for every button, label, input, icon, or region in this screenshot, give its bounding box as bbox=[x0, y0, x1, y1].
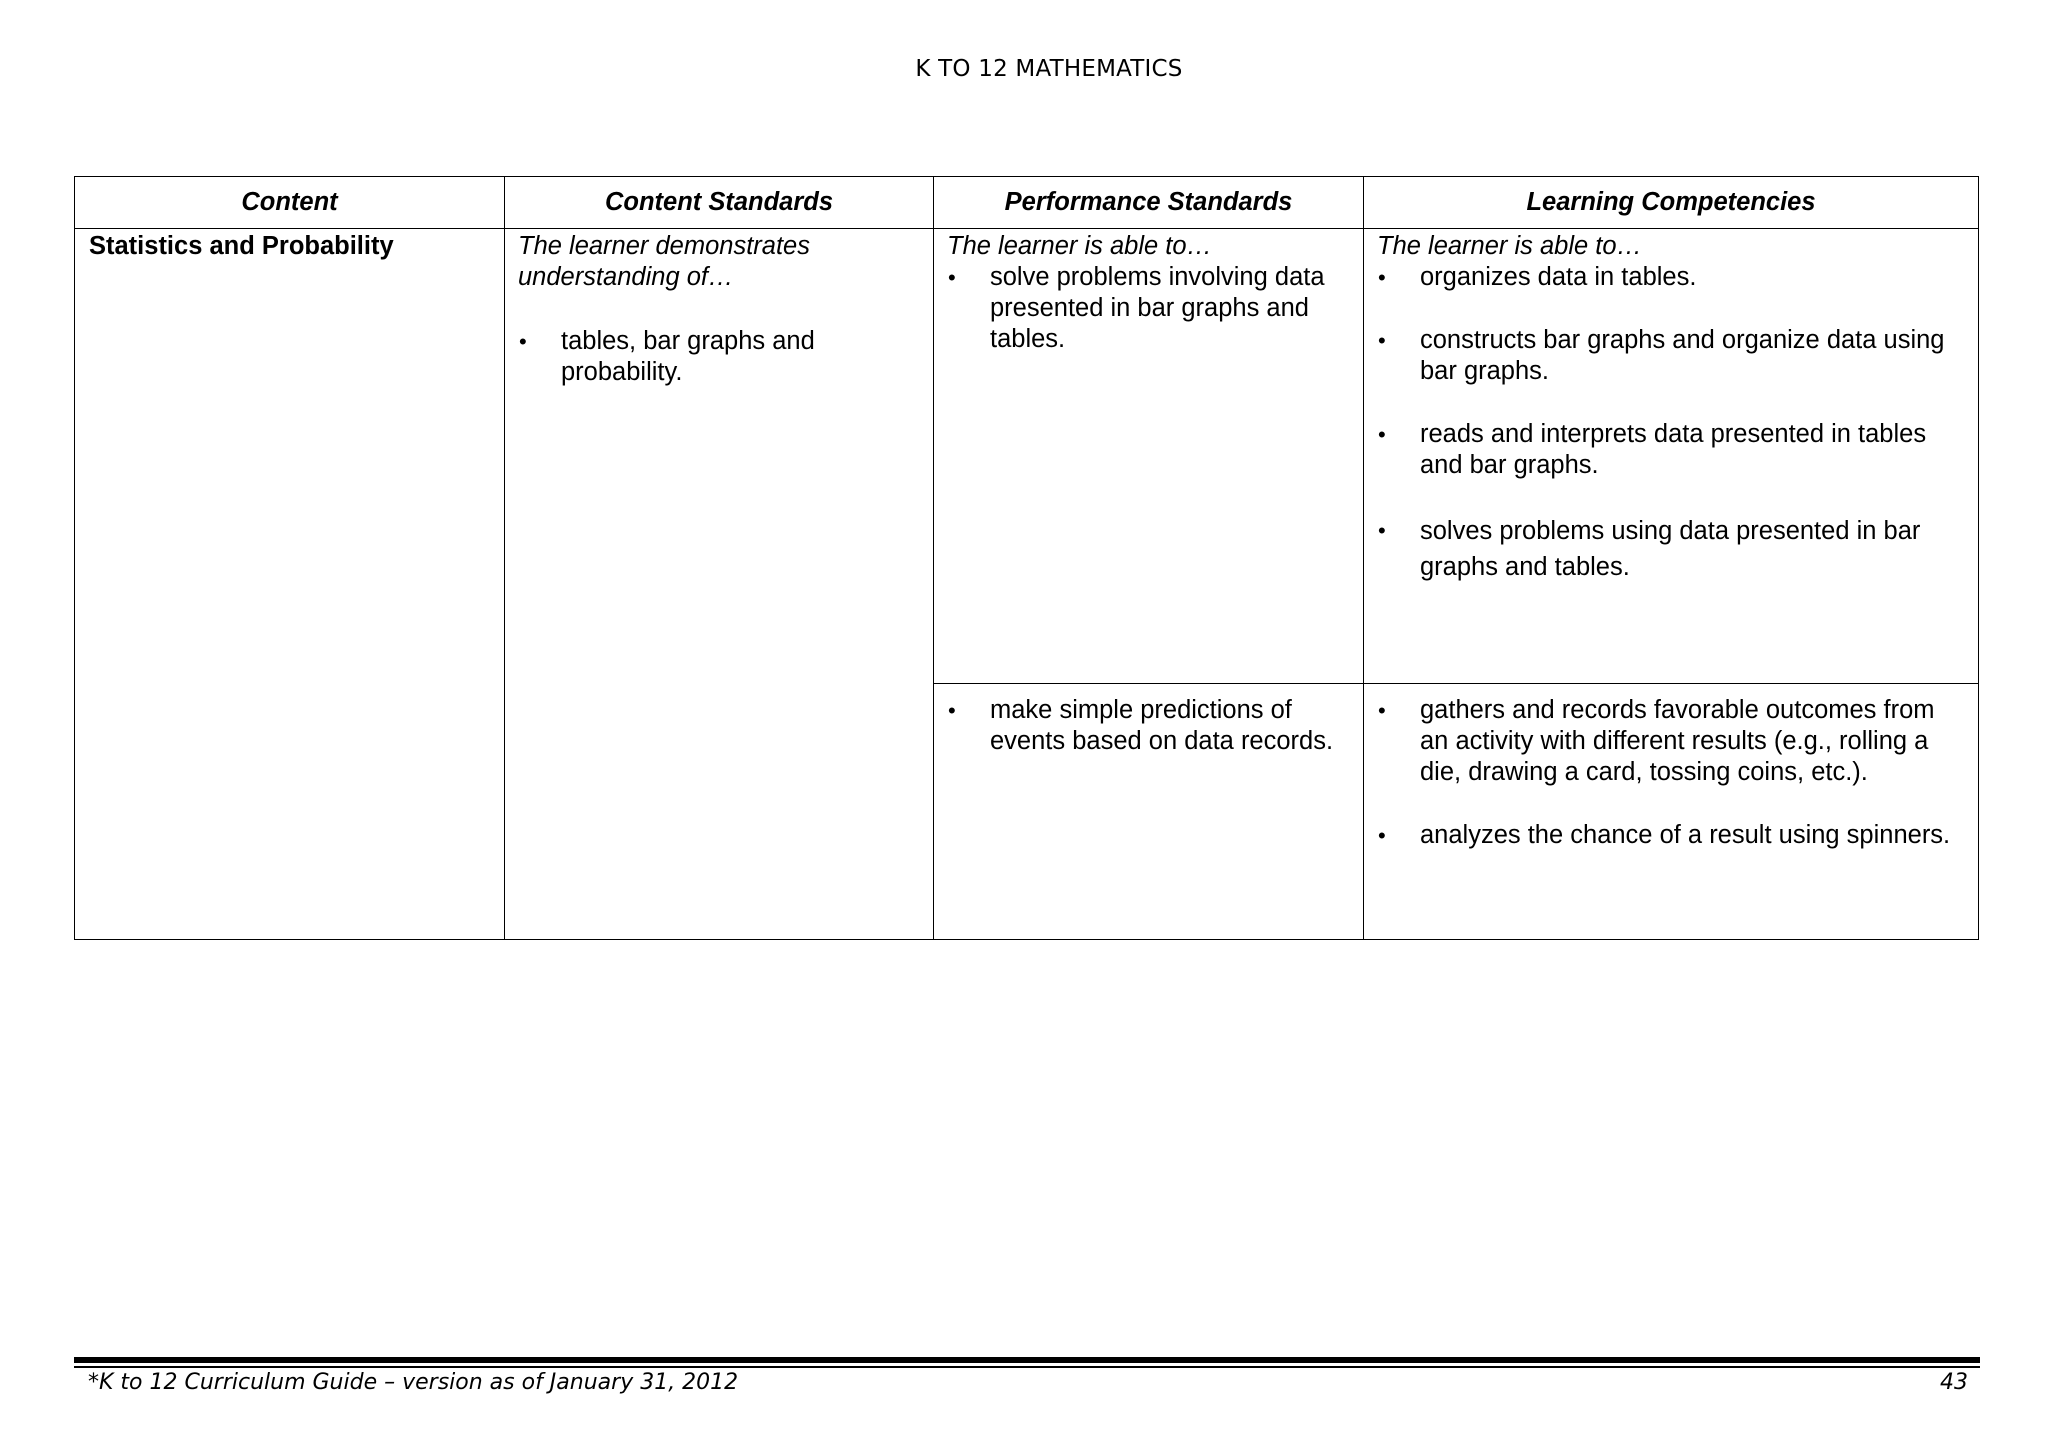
table-row bbox=[75, 229, 1979, 684]
content-cell: Statistics and Probability bbox=[75, 229, 505, 940]
bullet-icon: • bbox=[519, 329, 527, 354]
performance-standards-list bbox=[947, 262, 1350, 355]
bullet-icon: • bbox=[948, 265, 956, 290]
list-item-text: analyzes the chance of a result using spinners. bbox=[1420, 821, 1951, 849]
bullet-icon: • bbox=[1378, 698, 1386, 723]
bullet-icon: • bbox=[948, 698, 956, 723]
list-item-text: solves problems using data presented in bar graphs and tables. bbox=[1420, 517, 1921, 581]
content-standards-intro: The learner demonstrates understanding of… bbox=[518, 232, 810, 291]
performance-standards-list bbox=[947, 695, 1350, 757]
bullet-icon: • bbox=[1378, 265, 1386, 290]
footer-note: *K to 12 Curriculum Guide – version as of January 31, 2012 bbox=[88, 1370, 739, 1395]
page-header: K TO 12 MATHEMATICS bbox=[915, 56, 1183, 82]
learning-competencies-cell bbox=[1364, 229, 1979, 684]
bullet-icon: • bbox=[1378, 823, 1386, 848]
performance-standards-intro: The learner is able to… bbox=[947, 232, 1213, 260]
list-item bbox=[1377, 325, 1965, 387]
header-performance-standards: Performance Standards bbox=[934, 177, 1364, 229]
list-item-text: organizes data in tables. bbox=[1420, 263, 1697, 291]
list-item-text: reads and interprets data presented in tables and bar graphs. bbox=[1420, 420, 1927, 479]
performance-standards-cell bbox=[934, 229, 1364, 684]
list-item-text: constructs bar graphs and organize data using bar graphs. bbox=[1420, 326, 1945, 385]
header-learning-competencies: Learning Competencies bbox=[1364, 177, 1979, 229]
list-item bbox=[947, 262, 1350, 355]
list-item bbox=[518, 326, 920, 388]
list-item bbox=[947, 695, 1350, 757]
header-content: Content bbox=[75, 177, 505, 229]
bullet-icon: • bbox=[1378, 328, 1386, 353]
list-item bbox=[1377, 820, 1965, 851]
list-item-text: solve problems involving data presented in bar graphs and tables. bbox=[990, 263, 1325, 353]
learning-competencies-cell bbox=[1364, 684, 1979, 940]
list-item bbox=[1377, 513, 1965, 585]
list-item-text: tables, bar graphs and probability. bbox=[561, 327, 815, 386]
learning-competencies-list bbox=[1377, 695, 1965, 851]
list-item-text: make simple predictions of events based on data records. bbox=[990, 696, 1334, 755]
page-number: 43 bbox=[1940, 1370, 1968, 1395]
curriculum-table bbox=[74, 176, 1979, 940]
learning-competencies-intro: The learner is able to… bbox=[1377, 232, 1643, 260]
table-header-row bbox=[75, 177, 1979, 229]
list-item bbox=[1377, 419, 1965, 481]
footer-rule-thick bbox=[74, 1357, 1980, 1363]
header-content-standards: Content Standards bbox=[505, 177, 934, 229]
content-standards-list bbox=[518, 326, 920, 388]
bullet-icon: • bbox=[1378, 422, 1386, 447]
bullet-icon: • bbox=[1378, 518, 1386, 543]
list-item bbox=[1377, 695, 1965, 788]
list-item bbox=[1377, 262, 1965, 293]
performance-standards-cell bbox=[934, 684, 1364, 940]
list-item-text: gathers and records favorable outcomes from an activity with different results (e.g., rolling a die, drawing a card, tossing coins, etc.). bbox=[1420, 696, 1935, 786]
content-standards-cell bbox=[505, 229, 934, 940]
learning-competencies-list bbox=[1377, 262, 1965, 585]
